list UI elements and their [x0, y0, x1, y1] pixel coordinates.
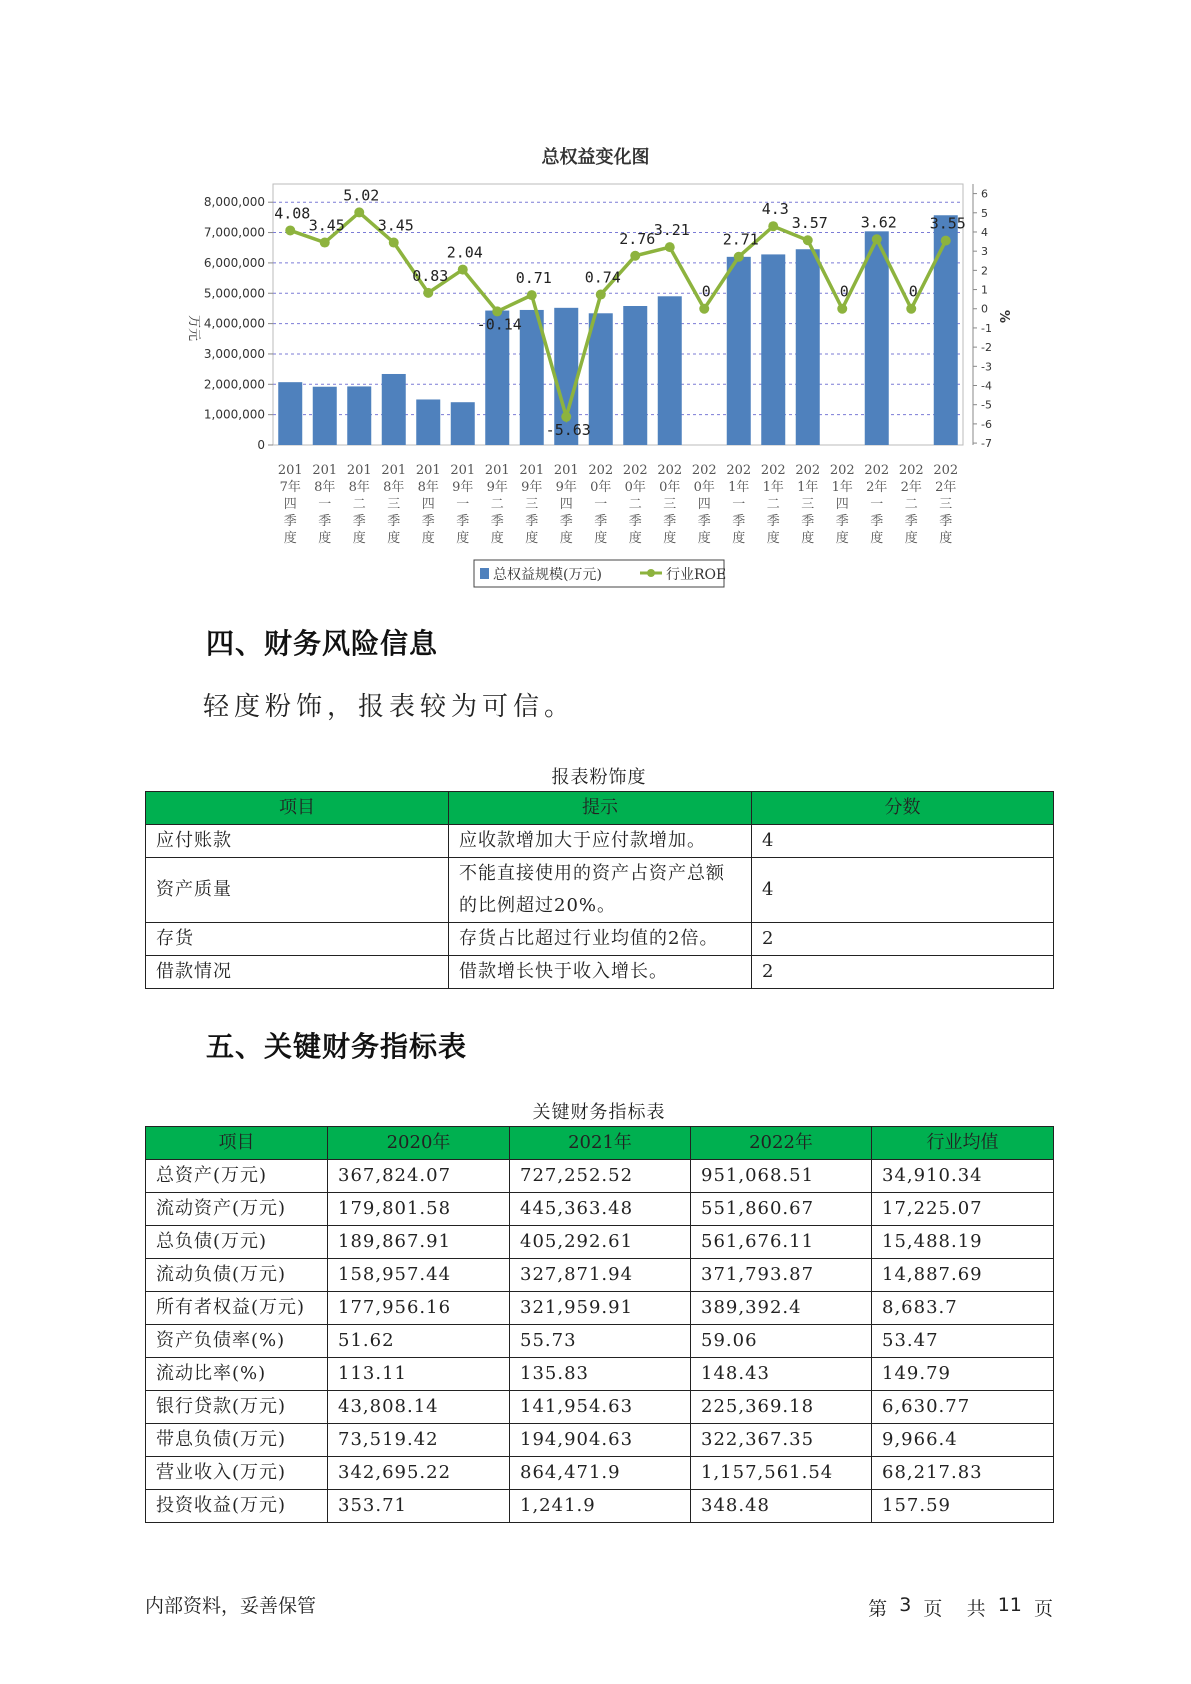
- category-label: 季: [525, 514, 539, 529]
- table-row: [146, 1226, 1054, 1259]
- metrics-table: [145, 1126, 1054, 1523]
- category-label: 四: [421, 497, 435, 512]
- left-tick-label: 1,000,000: [203, 407, 265, 422]
- left-tick-label: 7,000,000: [203, 225, 265, 240]
- category-label: 202: [898, 463, 924, 478]
- right-axis-label: %: [996, 310, 1011, 324]
- category-label: 201: [553, 463, 579, 478]
- row-item: 借款情况: [146, 956, 449, 989]
- roe-data-label: 3.55: [929, 214, 966, 233]
- row-2022: 322,367.35: [691, 1424, 872, 1457]
- table-row: [146, 1457, 1054, 1490]
- right-tick-label: 4: [981, 225, 988, 239]
- row-2021: 727,252.52: [510, 1160, 691, 1193]
- category-label: 度: [870, 531, 884, 546]
- left-tick-label: 0: [257, 438, 265, 452]
- category-label: 201: [312, 463, 338, 478]
- plot-area: [273, 184, 963, 445]
- category-label: 1年: [762, 480, 784, 495]
- row-2020: 51.62: [328, 1325, 510, 1358]
- category-label: 度: [939, 531, 953, 546]
- category-label: 202: [933, 463, 959, 478]
- roe-data-label: 0: [839, 282, 849, 301]
- category-label: 2年: [866, 480, 888, 495]
- roe-point: [527, 290, 537, 300]
- row-item: 流动资产(万元): [146, 1193, 328, 1226]
- category-label: 度: [318, 531, 332, 546]
- category-label: 0年: [693, 480, 715, 495]
- category-label: 202: [760, 463, 786, 478]
- table-row: [146, 1490, 1054, 1523]
- category-label: 度: [594, 531, 608, 546]
- roe-point: [837, 304, 847, 314]
- roe-point: [906, 304, 916, 314]
- category-label: 7年: [279, 480, 301, 495]
- header-score: 分数: [752, 792, 1054, 825]
- table-row: [146, 825, 1054, 858]
- chart-title: 总权益变化图: [541, 147, 650, 168]
- metrics-table-caption: 关键财务指标表: [532, 1102, 666, 1123]
- category-label: 201: [346, 463, 372, 478]
- header-2021: 2021年: [510, 1127, 691, 1160]
- category-label: 三: [663, 497, 677, 512]
- bar: [589, 313, 613, 445]
- row-item: 资产负债率(%): [146, 1325, 328, 1358]
- category-label: 季: [318, 514, 332, 529]
- category-label: 一: [456, 497, 470, 512]
- category-label: 季: [559, 514, 573, 529]
- category-label: 201: [277, 463, 303, 478]
- roe-data-label: 2.71: [722, 230, 759, 249]
- row-item: 带息负债(万元): [146, 1424, 328, 1457]
- table-row: [146, 1358, 1054, 1391]
- category-label: 三: [939, 497, 953, 512]
- roe-point: [320, 238, 330, 248]
- bar: [313, 387, 337, 445]
- category-label: 9年: [486, 480, 508, 495]
- row-2020: 113.11: [328, 1358, 510, 1391]
- category-label: 度: [283, 531, 297, 546]
- row-2020: 73,519.42: [328, 1424, 510, 1457]
- category-label: 9年: [555, 480, 577, 495]
- category-label: 1年: [728, 480, 750, 495]
- category-label: 季: [732, 514, 746, 529]
- category-label: 8年: [314, 480, 336, 495]
- roe-point: [872, 234, 882, 244]
- roe-data-label: 0.71: [515, 269, 552, 288]
- row-hint: 不能直接使用的资产占资产总额的比例超过20%。: [449, 858, 752, 923]
- category-label: 三: [801, 497, 815, 512]
- roe-data-label: 3.45: [308, 216, 345, 235]
- category-label: 季: [490, 514, 504, 529]
- category-label: 202: [829, 463, 855, 478]
- left-tick-label: 3,000,000: [203, 346, 265, 361]
- roe-data-label: 5.02: [343, 186, 380, 205]
- roe-data-label: 4.08: [274, 204, 311, 223]
- row-industry-avg: 15,488.19: [872, 1226, 1054, 1259]
- table-row: [146, 1391, 1054, 1424]
- right-tick-label: -2: [981, 341, 992, 355]
- category-label: 季: [663, 514, 677, 529]
- roe-point: [768, 221, 778, 231]
- row-2021: 55.73: [510, 1325, 691, 1358]
- category-label: 季: [387, 514, 401, 529]
- category-label: 度: [352, 531, 366, 546]
- current-page: 3: [899, 1594, 912, 1616]
- category-label: 201: [484, 463, 510, 478]
- category-label: 一: [732, 497, 746, 512]
- row-2021: 141,954.63: [510, 1391, 691, 1424]
- bar: [796, 249, 820, 445]
- row-2022: 389,392.4: [691, 1292, 872, 1325]
- row-score: 2: [752, 956, 1054, 989]
- category-label: 8年: [348, 480, 370, 495]
- bar: [416, 399, 440, 445]
- bar: [727, 257, 751, 445]
- section-heading-key-metrics: 五、关键财务指标表: [206, 1030, 468, 1063]
- row-item: 流动负债(万元): [146, 1259, 328, 1292]
- row-2021: 194,904.63: [510, 1424, 691, 1457]
- category-label: 季: [766, 514, 780, 529]
- roe-data-label: 0: [701, 282, 711, 301]
- row-2021: 1,241.9: [510, 1490, 691, 1523]
- roe-point: [458, 265, 468, 275]
- row-item: 总资产(万元): [146, 1160, 328, 1193]
- roe-point: [699, 304, 709, 314]
- roe-point: [630, 251, 640, 261]
- roe-point: [596, 290, 606, 300]
- row-industry-avg: 34,910.34: [872, 1160, 1054, 1193]
- right-tick-label: -6: [981, 417, 992, 431]
- row-2022: 551,860.67: [691, 1193, 872, 1226]
- row-item: 资产质量: [146, 858, 449, 923]
- row-2021: 445,363.48: [510, 1193, 691, 1226]
- category-label: 1年: [831, 480, 853, 495]
- row-2020: 179,801.58: [328, 1193, 510, 1226]
- row-score: 2: [752, 923, 1054, 956]
- category-label: 9年: [521, 480, 543, 495]
- category-label: 一: [318, 497, 332, 512]
- row-score: 4: [752, 858, 1054, 923]
- bar: [278, 382, 302, 445]
- row-2022: 225,369.18: [691, 1391, 872, 1424]
- category-label: 0年: [590, 480, 612, 495]
- right-tick-label: -5: [981, 398, 992, 412]
- legend-line-label: 行业ROE: [666, 567, 727, 583]
- table-row: [146, 858, 1054, 923]
- bar: [761, 254, 785, 445]
- category-label: 季: [421, 514, 435, 529]
- bar: [451, 402, 475, 445]
- category-label: 二: [490, 497, 504, 512]
- row-2020: 189,867.91: [328, 1226, 510, 1259]
- right-tick-label: 1: [981, 283, 988, 297]
- roe-point: [285, 225, 295, 235]
- page-number: [868, 1594, 1053, 1621]
- category-label: 度: [766, 531, 780, 546]
- row-2021: 405,292.61: [510, 1226, 691, 1259]
- right-tick-label: -4: [981, 379, 992, 393]
- header-item: 项目: [146, 1127, 328, 1160]
- total-pages: 11: [997, 1594, 1022, 1616]
- left-tick-label: 2,000,000: [203, 377, 265, 392]
- row-2021: 327,871.94: [510, 1259, 691, 1292]
- category-label: 季: [870, 514, 884, 529]
- category-label: 度: [663, 531, 677, 546]
- table-row: [146, 956, 1054, 989]
- roe-data-label: 0: [908, 282, 918, 301]
- row-2021: 864,471.9: [510, 1457, 691, 1490]
- category-label: 季: [628, 514, 642, 529]
- risk-table: [145, 791, 1054, 989]
- table-header-row: [146, 792, 1054, 825]
- category-label: 度: [732, 531, 746, 546]
- right-tick-label: 5: [981, 206, 988, 220]
- right-tick-label: 2: [981, 264, 988, 278]
- row-2020: 158,957.44: [328, 1259, 510, 1292]
- roe-data-label: 3.45: [377, 216, 414, 235]
- category-label: 二: [766, 497, 780, 512]
- roe-data-label: 0.83: [412, 266, 449, 285]
- left-tick-label: 6,000,000: [203, 255, 265, 270]
- total-prefix: 共: [966, 1598, 986, 1620]
- category-label: 0年: [659, 480, 681, 495]
- risk-summary-text: 轻度粉饰，报表较为可信。: [203, 692, 576, 722]
- row-2020: 367,824.07: [328, 1160, 510, 1193]
- right-tick-label: 6: [981, 187, 988, 201]
- table-row: [146, 1424, 1054, 1457]
- category-label: 四: [559, 497, 573, 512]
- category-label: 202: [588, 463, 614, 478]
- bar: [347, 386, 371, 445]
- category-label: 202: [691, 463, 717, 478]
- category-label: 2年: [900, 480, 922, 495]
- roe-data-label: 3.62: [860, 213, 897, 232]
- category-label: 三: [525, 497, 539, 512]
- roe-data-label: 0.74: [584, 268, 621, 287]
- category-label: 度: [387, 531, 401, 546]
- left-axis-label: 万元: [186, 315, 201, 342]
- row-2020: 43,808.14: [328, 1391, 510, 1424]
- category-label: 8年: [383, 480, 405, 495]
- row-item: 流动比率(%): [146, 1358, 328, 1391]
- row-2020: 177,956.16: [328, 1292, 510, 1325]
- category-label: 二: [904, 497, 918, 512]
- roe-point: [423, 288, 433, 298]
- row-industry-avg: 53.47: [872, 1325, 1054, 1358]
- category-label: 202: [795, 463, 821, 478]
- category-label: 度: [456, 531, 470, 546]
- category-label: 二: [352, 497, 366, 512]
- left-tick-label: 5,000,000: [203, 286, 265, 301]
- equity-chart: [0, 0, 1191, 600]
- table-row: [146, 1160, 1054, 1193]
- footer-confidential-note: 内部资料，妥善保管: [145, 1595, 317, 1617]
- roe-data-label: 3.57: [791, 214, 828, 233]
- row-item: 总负债(万元): [146, 1226, 328, 1259]
- table-row: [146, 923, 1054, 956]
- table-row: [146, 1193, 1054, 1226]
- roe-data-label: -5.63: [545, 420, 591, 439]
- row-industry-avg: 149.79: [872, 1358, 1054, 1391]
- category-label: 201: [415, 463, 441, 478]
- table-row: [146, 1292, 1054, 1325]
- category-label: 二: [628, 497, 642, 512]
- category-label: 四: [835, 497, 849, 512]
- risk-table-caption: 报表粉饰度: [551, 767, 647, 788]
- category-label: 202: [864, 463, 890, 478]
- category-label: 季: [594, 514, 608, 529]
- bar: [658, 296, 682, 445]
- row-industry-avg: 157.59: [872, 1490, 1054, 1523]
- category-label: 度: [835, 531, 849, 546]
- total-unit: 页: [1033, 1598, 1053, 1620]
- legend-bar-swatch: [480, 568, 489, 579]
- header-2020: 2020年: [328, 1127, 510, 1160]
- row-item: 营业收入(万元): [146, 1457, 328, 1490]
- category-label: 202: [622, 463, 648, 478]
- roe-data-label: 4.3: [761, 200, 789, 219]
- header-item: 项目: [146, 792, 449, 825]
- row-2022: 951,068.51: [691, 1160, 872, 1193]
- row-industry-avg: 9,966.4: [872, 1424, 1054, 1457]
- row-item: 银行贷款(万元): [146, 1391, 328, 1424]
- bar: [623, 306, 647, 445]
- page-unit: 页: [923, 1598, 943, 1620]
- row-2022: 561,676.11: [691, 1226, 872, 1259]
- category-label: 季: [352, 514, 366, 529]
- category-label: 四: [697, 497, 711, 512]
- table-row: [146, 1325, 1054, 1358]
- right-tick-label: 3: [981, 245, 988, 259]
- right-tick-label: 0: [981, 302, 988, 316]
- bar: [865, 231, 889, 445]
- left-tick-label: 4,000,000: [203, 316, 265, 331]
- row-item: 应付账款: [146, 825, 449, 858]
- row-hint: 借款增长快于收入增长。: [449, 956, 752, 989]
- category-label: 度: [801, 531, 815, 546]
- category-label: 1年: [797, 480, 819, 495]
- roe-point: [665, 242, 675, 252]
- roe-data-label: 3.21: [653, 221, 690, 240]
- category-label: 季: [456, 514, 470, 529]
- roe-point: [354, 207, 364, 217]
- category-label: 度: [628, 531, 642, 546]
- row-industry-avg: 17,225.07: [872, 1193, 1054, 1226]
- category-label: 度: [490, 531, 504, 546]
- roe-point: [803, 235, 813, 245]
- roe-point: [734, 252, 744, 262]
- header-industry-avg: 行业均值: [872, 1127, 1054, 1160]
- category-label: 季: [939, 514, 953, 529]
- category-label: 8年: [417, 480, 439, 495]
- row-industry-avg: 6,630.77: [872, 1391, 1054, 1424]
- category-label: 三: [387, 497, 401, 512]
- category-label: 一: [594, 497, 608, 512]
- bar: [934, 215, 958, 445]
- row-2022: 371,793.87: [691, 1259, 872, 1292]
- row-score: 4: [752, 825, 1054, 858]
- right-tick-label: -1: [981, 321, 992, 335]
- category-label: 202: [657, 463, 683, 478]
- category-label: 一: [870, 497, 884, 512]
- row-2022: 1,157,561.54: [691, 1457, 872, 1490]
- section-heading-financial-risk: 四、财务风险信息: [206, 627, 439, 660]
- category-label: 季: [697, 514, 711, 529]
- legend-line-marker: [647, 569, 655, 577]
- category-label: 0年: [624, 480, 646, 495]
- category-label: 2年: [935, 480, 957, 495]
- row-item: 所有者权益(万元): [146, 1292, 328, 1325]
- roe-data-label: 2.04: [446, 243, 483, 262]
- row-2021: 321,959.91: [510, 1292, 691, 1325]
- category-label: 季: [904, 514, 918, 529]
- header-hint: 提示: [449, 792, 752, 825]
- row-industry-avg: 68,217.83: [872, 1457, 1054, 1490]
- row-2022: 348.48: [691, 1490, 872, 1523]
- roe-data-label: 2.76: [619, 229, 656, 248]
- bar: [382, 374, 406, 445]
- table-header-row: [146, 1127, 1054, 1160]
- legend-bar-label: 总权益规模(万元): [493, 567, 602, 583]
- header-2022: 2022年: [691, 1127, 872, 1160]
- category-label: 201: [519, 463, 545, 478]
- roe-point: [389, 238, 399, 248]
- page-prefix: 第: [868, 1598, 888, 1620]
- roe-point: [941, 236, 951, 246]
- row-hint: 存货占比超过行业均值的2倍。: [449, 923, 752, 956]
- row-hint: 应收款增加大于应付款增加。: [449, 825, 752, 858]
- table-row: [146, 1259, 1054, 1292]
- category-label: 度: [421, 531, 435, 546]
- roe-data-label: -0.14: [476, 315, 522, 334]
- row-item: 存货: [146, 923, 449, 956]
- category-label: 201: [450, 463, 476, 478]
- row-2020: 342,695.22: [328, 1457, 510, 1490]
- category-label: 季: [283, 514, 297, 529]
- left-tick-label: 8,000,000: [203, 195, 265, 210]
- category-label: 度: [904, 531, 918, 546]
- row-industry-avg: 8,683.7: [872, 1292, 1054, 1325]
- category-label: 201: [381, 463, 407, 478]
- category-label: 度: [697, 531, 711, 546]
- row-2021: 135.83: [510, 1358, 691, 1391]
- row-industry-avg: 14,887.69: [872, 1259, 1054, 1292]
- right-tick-label: -7: [981, 437, 992, 451]
- category-label: 202: [726, 463, 752, 478]
- row-2020: 353.71: [328, 1490, 510, 1523]
- category-label: 9年: [452, 480, 474, 495]
- right-tick-label: -3: [981, 360, 992, 374]
- category-label: 季: [835, 514, 849, 529]
- row-item: 投资收益(万元): [146, 1490, 328, 1523]
- row-2022: 148.43: [691, 1358, 872, 1391]
- category-label: 度: [559, 531, 573, 546]
- row-2022: 59.06: [691, 1325, 872, 1358]
- category-label: 度: [525, 531, 539, 546]
- category-label: 四: [283, 497, 297, 512]
- category-label: 季: [801, 514, 815, 529]
